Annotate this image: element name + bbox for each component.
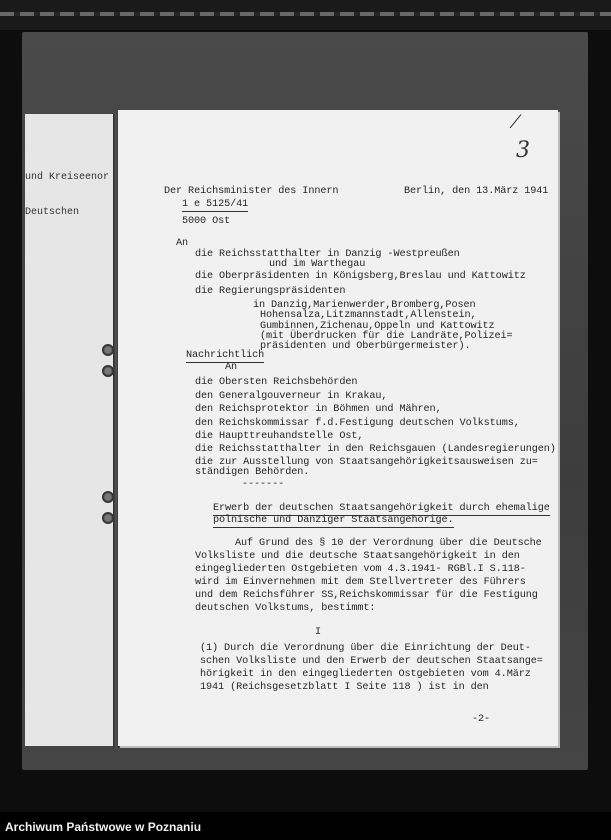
addressee-line: und im Warthegau (269, 259, 366, 270)
subject-line-2: polnische und Danziger Staatsangehörige. (213, 515, 454, 526)
nachrichtlich-line: ständigen Behörden. (195, 467, 310, 478)
section-line: (1) Durch die Verordnung über die Einrichtung der Deut- (200, 643, 531, 654)
section-numeral: I (315, 627, 322, 638)
place-date: Berlin, den 13.März 1941 (404, 186, 549, 197)
film-strip (0, 0, 611, 30)
addressee-line: die Oberpräsidenten in Königsberg,Breslau und Kattowitz (195, 271, 526, 282)
body-line: Volksliste und die deutsche Staatsangehörigkeit in den (195, 551, 520, 562)
addressee-an: An (176, 238, 189, 249)
addressee-line: (mit Überdrucken für die Landräte,Polizei= (260, 331, 513, 342)
nachrichtlich-line: den Reichsprotektor in Böhmen und Mähren, (195, 404, 442, 415)
body-line: wird im Einvernehmen mit dem Stellvertreter des Führers (195, 577, 526, 588)
binding-hole-icon (102, 365, 114, 377)
body-line: und dem Reichsführer SS,Reichskommissar für die Festigung (195, 590, 538, 601)
nachrichtlich-heading: Nachrichtlich (186, 350, 265, 361)
corner-mark: ⁄ (514, 112, 518, 133)
binding-hole-icon (102, 344, 114, 356)
left-page-fragment (25, 114, 118, 746)
binding-hole-icon (102, 491, 114, 503)
addressee-line: präsidenten und Oberbürgermeister). (260, 341, 471, 352)
film-perforation (0, 12, 611, 16)
left-page-line-2: Deutschen (25, 207, 80, 218)
body-line: deutschen Volkstums, bestimmt: (195, 603, 376, 614)
addressee-line: die Reichsstatthalter in Danzig -Westpreußen (195, 249, 460, 260)
handwritten-page-number: 3 (516, 138, 530, 163)
addressee-line: die Regierungspräsidenten (195, 286, 346, 297)
nachrichtlich-line: die Obersten Reichsbehörden (195, 377, 358, 388)
addressee-line: in Danzig,Marienwerder,Bromberg,Posen (253, 300, 476, 311)
reference-office: 5000 Ost (182, 216, 231, 227)
document-page (118, 110, 558, 746)
sender-line: Der Reichsminister des Innern (164, 186, 339, 197)
body-line: Auf Grund des § 10 der Verordnung über die Deutsche (235, 538, 542, 549)
section-line: hörigkeit in den eingegliederten Ostgebieten vom 4.März (200, 669, 531, 680)
binding-hole-icon (102, 512, 114, 524)
body-line: eingegliederten Ostgebieten vom 4.3.1941- RGBl.I S.118- (195, 564, 526, 575)
continuation-mark: -2- (472, 714, 491, 725)
addressee-line: Hohensalza,Litzmannstadt,Allenstein, (260, 310, 477, 321)
left-page-line-1: und Kreiseenor (25, 172, 110, 183)
nachrichtlich-line: den Generalgouverneur in Krakau, (195, 391, 388, 402)
nachrichtlich-line: die zur Ausstellung von Staatsangehörigkeitsausweisen zu= (195, 457, 538, 468)
nachrichtlich-line: die Haupttreuhandstelle Ost, (195, 431, 364, 442)
section-line: 1941 (Reichsgesetzblatt I Seite 118 ) ist in den (200, 682, 489, 693)
nachrichtlich-an: An (225, 362, 238, 373)
archive-name: Archiwum Państwowe w Poznaniu (5, 820, 202, 834)
nachrichtlich-line: den Reichskommissar f.d.Festigung deutschen Volkstums, (195, 418, 520, 429)
archive-footer (0, 812, 611, 840)
addressee-line: Gumbinnen,Zichenau,Oppeln und Kattowitz (260, 321, 495, 332)
separator: ------- (242, 479, 285, 490)
section-line: schen Volksliste und den Erwerb der deutschen Staatsange= (200, 656, 543, 667)
reference-number: 1 e 5125/41 (182, 199, 249, 210)
nachrichtlich-line: die Reichsstatthalter in den Reichsgauen (Landesregierungen) (195, 444, 556, 455)
subject-line-1: Erwerb der deutschen Staatsangehörigkeit durch ehemalige (213, 503, 550, 514)
